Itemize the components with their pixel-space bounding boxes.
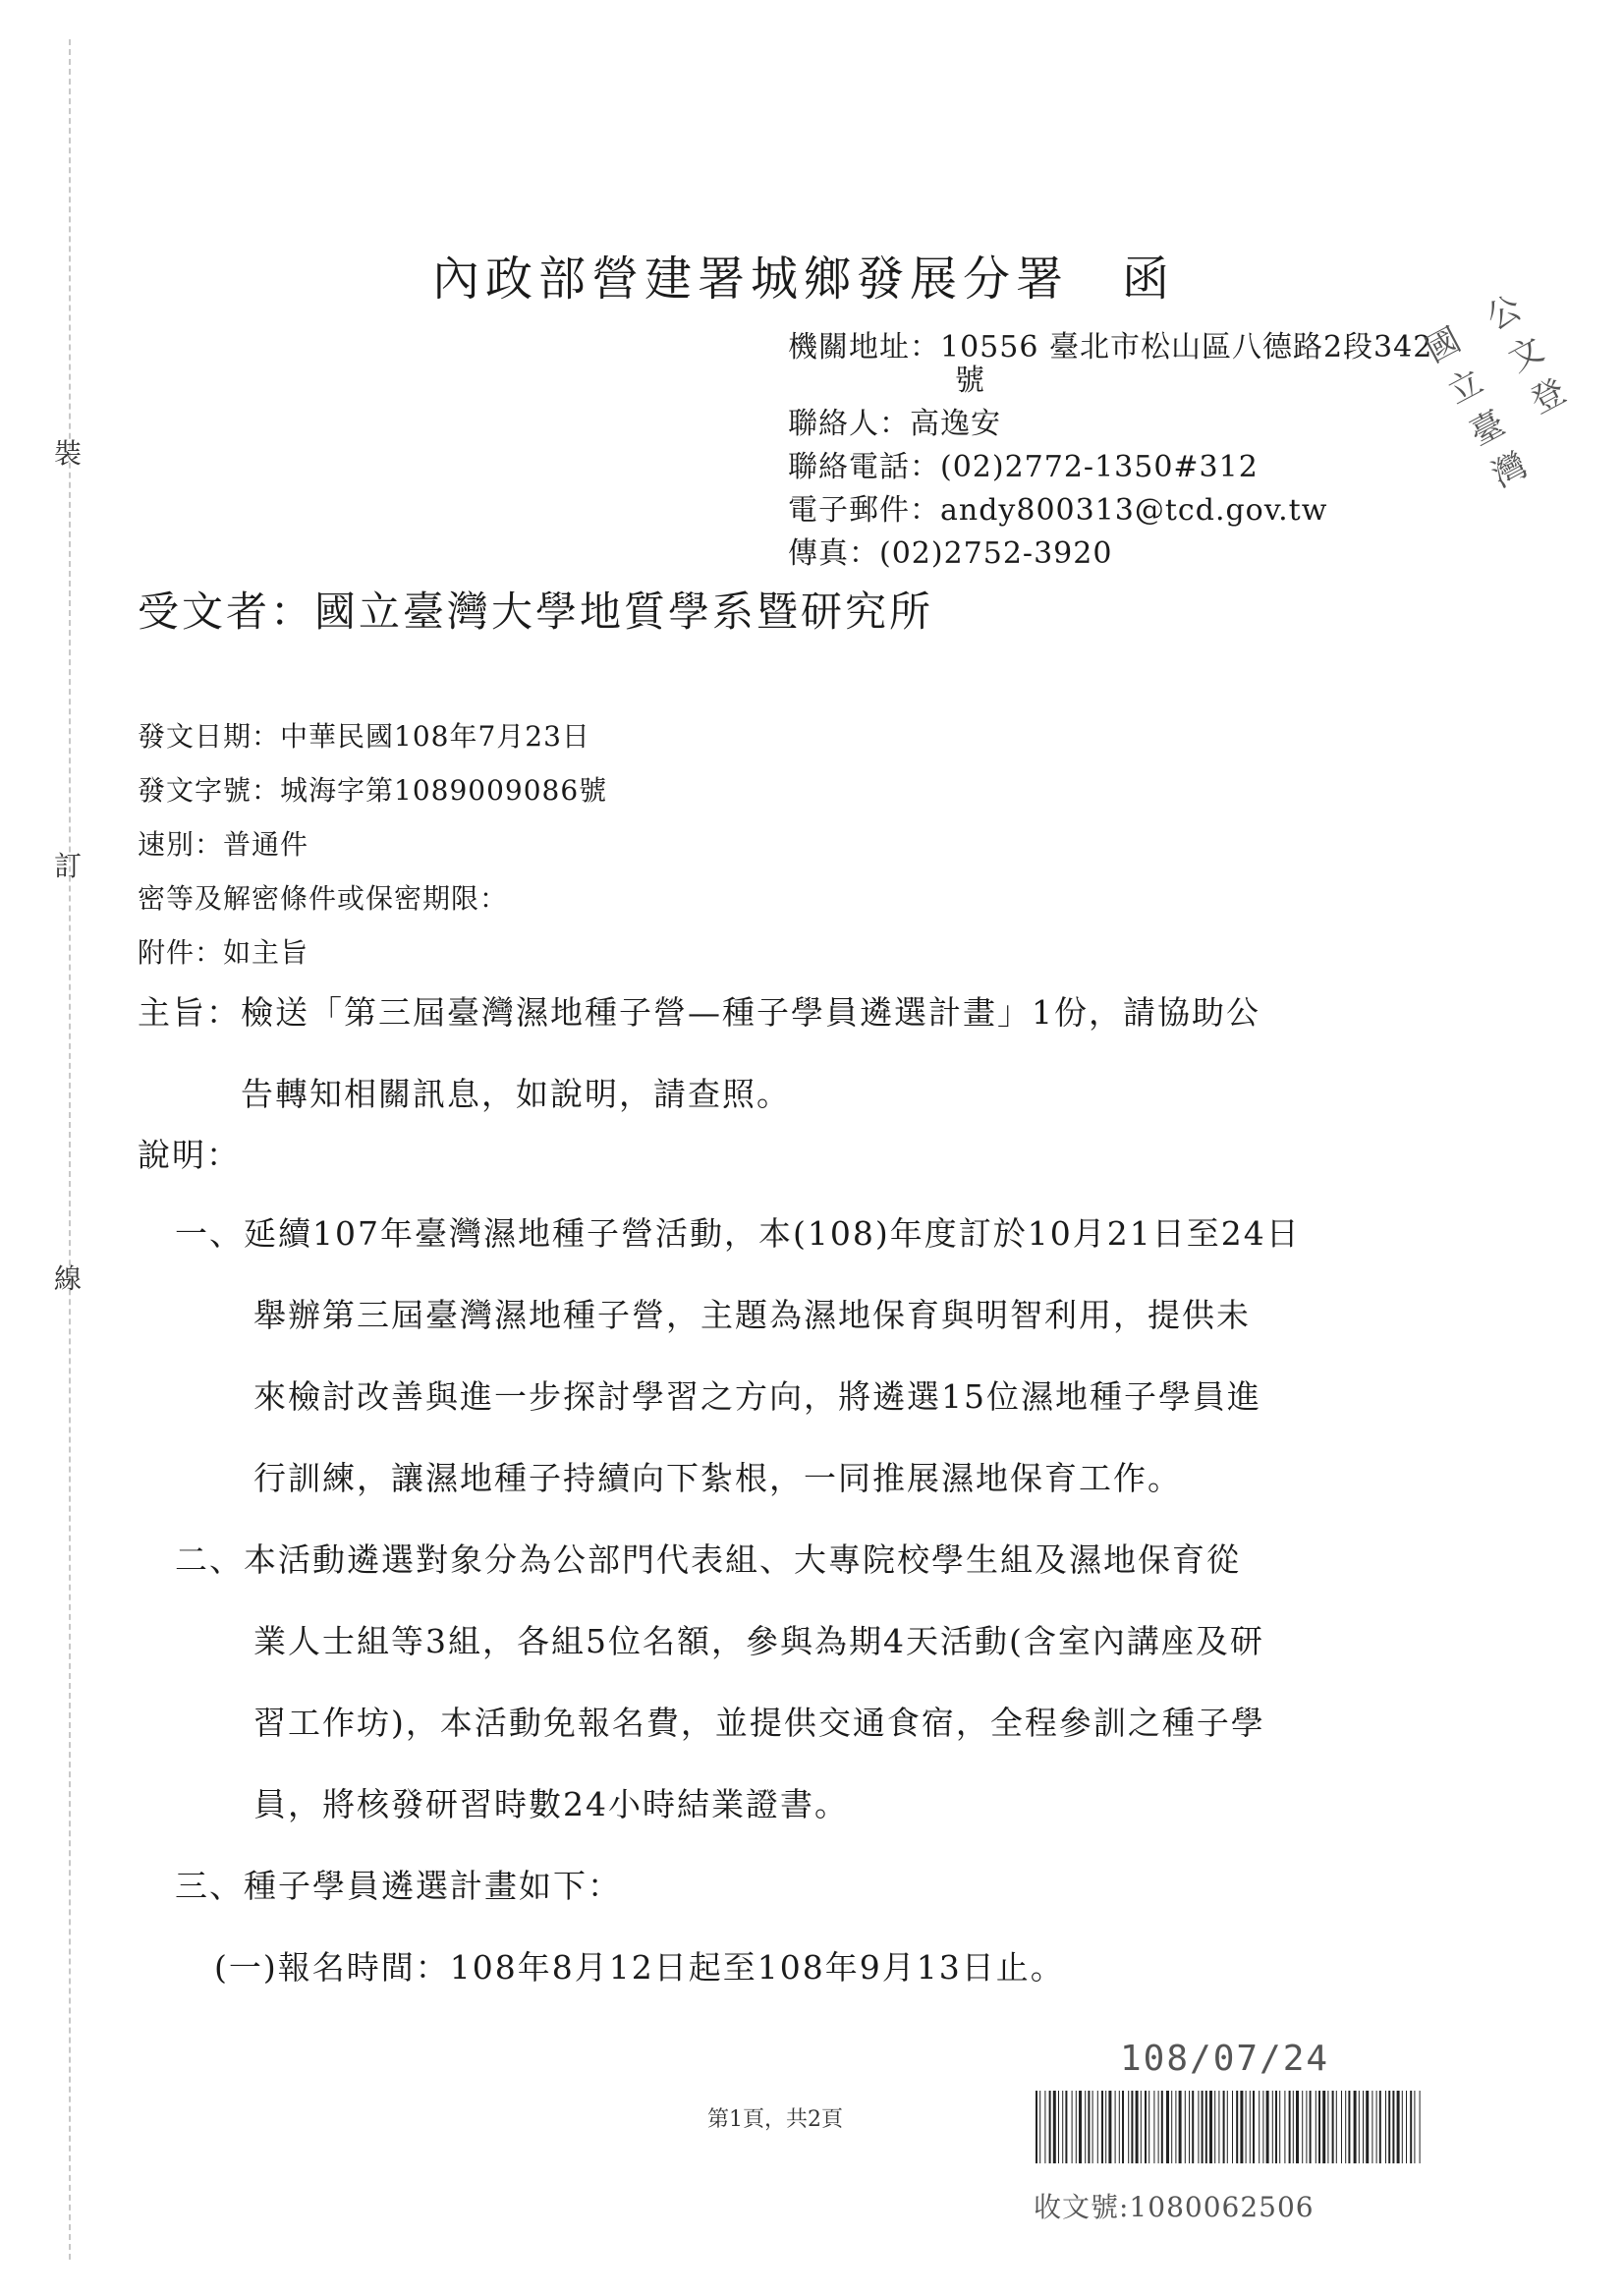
- barcode-bar: [1175, 2091, 1176, 2163]
- barcode-bar: [1284, 2091, 1285, 2163]
- explanation-line: 舉辦第三屆臺灣濕地種子營，主題為濕地保育與明智利用，提供未: [253, 1296, 1251, 1334]
- barcode-bar: [1275, 2091, 1277, 2163]
- secrecy-level: 密等及解密條件或保密期限：: [138, 882, 509, 915]
- explanation-line: 三、種子學員遴選計畫如下：: [175, 1867, 622, 1905]
- barcode-bar: [1101, 2091, 1103, 2163]
- binding-mark-zhuang: 裝: [54, 437, 83, 470]
- barcode-bar: [1327, 2091, 1328, 2163]
- barcode-bar: [1392, 2091, 1394, 2163]
- barcode-bar: [1209, 2091, 1212, 2163]
- barcode-bar: [1336, 2091, 1337, 2163]
- barcode-bar: [1148, 2091, 1149, 2163]
- stamp-col-1: 國立臺灣: [1419, 320, 1535, 496]
- barcode-bar: [1192, 2091, 1194, 2163]
- contact-email: 電子郵件：andy800313@tcd.gov.tw: [788, 493, 1328, 528]
- barcode-bar: [1179, 2091, 1182, 2163]
- barcode-bar: [1306, 2091, 1307, 2163]
- receive-number: 收文號:1080062506: [1034, 2191, 1315, 2223]
- barcode-bar: [1354, 2091, 1357, 2163]
- barcode-bar: [1406, 2091, 1407, 2163]
- barcode-bar: [1322, 2091, 1325, 2163]
- contact-person: 聯絡人：高逸安: [788, 407, 1001, 441]
- barcode-bar: [1240, 2091, 1243, 2163]
- barcode-bar: [1402, 2091, 1403, 2163]
- barcode-bar: [1359, 2091, 1360, 2163]
- barcode-bar: [1223, 2091, 1225, 2163]
- barcode-bar: [1296, 2091, 1299, 2163]
- barcode-bar: [1266, 2091, 1269, 2163]
- barcode-bar: [1318, 2091, 1320, 2163]
- barcode-bar: [1039, 2091, 1040, 2163]
- barcode-bar: [1332, 2091, 1334, 2163]
- barcode-bar: [1227, 2091, 1228, 2163]
- barcode-bar: [1097, 2091, 1098, 2163]
- contact-phone: 聯絡電話：(02)2772-1350#312: [788, 450, 1259, 484]
- barcode-bar: [1145, 2091, 1147, 2163]
- barcode-bar: [1141, 2091, 1142, 2163]
- explanation-line: 員，將核發研習時數24小時結業證書。: [253, 1785, 849, 1823]
- explanation-line: 來檢討改善與進一步探討學習之方向，將遴選15位濕地種子學員進: [253, 1377, 1261, 1416]
- barcode-bar: [1218, 2091, 1219, 2163]
- explanation-line: 一、延續107年臺灣濕地種子營活動，本(108)年度訂於10月21日至24日: [175, 1214, 1301, 1253]
- barcode-bar: [1062, 2091, 1063, 2163]
- explanation-line: 業人士組等3組，各組5位名額，參與為期4天活動(含室內講座及研: [253, 1622, 1264, 1660]
- barcode-bar: [1119, 2091, 1120, 2163]
- agency-address-cont: 號: [955, 364, 985, 398]
- explanation-line: 習工作坊)，本活動免報名費，並提供交通食宿，全程參訓之種子學: [253, 1704, 1265, 1742]
- barcode-bar: [1085, 2091, 1086, 2163]
- barcode-bar: [1153, 2091, 1154, 2163]
- subject-line-2: 告轉知相關訊息，如說明，請查照。: [241, 1075, 791, 1113]
- barcode-bar: [1128, 2091, 1129, 2163]
- barcode-bar: [1293, 2091, 1294, 2163]
- barcode-bar: [1259, 2091, 1260, 2163]
- barcode-bar: [1122, 2091, 1124, 2163]
- barcode-bar: [1185, 2091, 1186, 2163]
- binding-mark-xian: 線: [54, 1262, 83, 1295]
- received-date-stamp: 108/07/24: [1120, 2039, 1330, 2079]
- barcode-bar: [1115, 2091, 1116, 2163]
- barcode-bar: [1161, 2091, 1163, 2163]
- barcode-bar: [1246, 2091, 1247, 2163]
- barcode-bar: [1044, 2091, 1045, 2163]
- barcode-bar: [1036, 2091, 1037, 2163]
- barcode-bar: [1376, 2091, 1377, 2163]
- explanation-heading: 說明：: [138, 1136, 241, 1174]
- barcode-bar: [1385, 2091, 1386, 2163]
- barcode-bar: [1279, 2091, 1280, 2163]
- barcode-bar: [1302, 2091, 1303, 2163]
- document-title: 內政部營建署城鄉發展分署 函: [432, 252, 1176, 307]
- explanation-line: 二、本活動遴選對象分為公部門代表組、大專院校學生組及濕地保育從: [175, 1540, 1241, 1579]
- barcode-bar: [1058, 2091, 1059, 2163]
- explanation-line: 行訓練，讓濕地種子持續向下紮根，一同推展濕地保育工作。: [253, 1459, 1182, 1497]
- barcode-bar: [1171, 2091, 1172, 2163]
- barcode-bar: [1136, 2091, 1139, 2163]
- barcode-bar: [1341, 2091, 1342, 2163]
- barcode-bar: [1236, 2091, 1238, 2163]
- barcode-bar: [1065, 2091, 1067, 2163]
- contact-fax: 傳真：(02)2752-3920: [788, 536, 1113, 571]
- subject-line-1: 主旨：檢送「第三屆臺灣濕地種子營—種子學員遴選計畫」1份，請協助公: [138, 993, 1260, 1032]
- barcode-bar: [1253, 2091, 1255, 2163]
- barcode-bar: [1053, 2091, 1056, 2163]
- barcode-bar: [1088, 2091, 1090, 2163]
- barcode-bar: [1232, 2091, 1233, 2163]
- barcode-bar: [1214, 2091, 1215, 2163]
- barcode-bar: [1072, 2091, 1073, 2163]
- barcode-bar: [1410, 2091, 1412, 2163]
- barcode-bar: [1289, 2091, 1291, 2163]
- barcode-bar: [1388, 2091, 1390, 2163]
- delivery-speed: 速別：普通件: [138, 828, 309, 861]
- agency-address: 機關地址：10556 臺北市松山區八德路2段342: [788, 330, 1433, 364]
- barcode-bar: [1379, 2091, 1381, 2163]
- barcode-bar: [1262, 2091, 1263, 2163]
- attachment: 附件：如主旨: [138, 936, 309, 969]
- recipient: 受文者：國立臺灣大學地質學系暨研究所: [138, 588, 934, 636]
- barcode-bar: [1049, 2091, 1051, 2163]
- barcode-bar: [1345, 2091, 1346, 2163]
- barcode-bar: [1105, 2091, 1106, 2163]
- barcode-bar: [1108, 2091, 1111, 2163]
- barcode-bar: [1397, 2091, 1400, 2163]
- barcode-bar: [1366, 2091, 1369, 2163]
- barcode-bar: [1202, 2091, 1204, 2163]
- barcode-bar: [1166, 2091, 1169, 2163]
- document-number: 發文字號：城海字第1089009086號: [138, 774, 608, 807]
- barcode-bar: [1420, 2091, 1421, 2163]
- barcode-bar: [1189, 2091, 1190, 2163]
- barcode-bar: [1079, 2091, 1082, 2163]
- receipt-stamp: [1380, 260, 1624, 526]
- barcode-bar: [1414, 2091, 1415, 2163]
- barcode-bar: [1076, 2091, 1077, 2163]
- barcode: [1034, 2091, 1427, 2163]
- barcode-bar: [1205, 2091, 1207, 2163]
- issue-date: 發文日期：中華民國108年7月23日: [138, 720, 590, 753]
- barcode-bar: [1158, 2091, 1159, 2163]
- barcode-bar: [1250, 2091, 1251, 2163]
- barcode-bar: [1131, 2091, 1133, 2163]
- page-number: 第1頁，共2頁: [707, 2107, 843, 2132]
- binding-dashed-line: [69, 39, 71, 2260]
- barcode-bar: [1348, 2091, 1350, 2163]
- barcode-bar: [1310, 2091, 1312, 2163]
- barcode-bar: [1198, 2091, 1199, 2163]
- barcode-bar: [1272, 2091, 1273, 2163]
- stamp-col-2: 公文登: [1480, 288, 1573, 422]
- barcode-bar: [1363, 2091, 1364, 2163]
- barcode-bar: [1092, 2091, 1093, 2163]
- binding-mark-ding: 訂: [54, 850, 83, 882]
- explanation-sub-item: (一)報名時間：108年8月12日起至108年9月13日止。: [214, 1948, 1065, 1987]
